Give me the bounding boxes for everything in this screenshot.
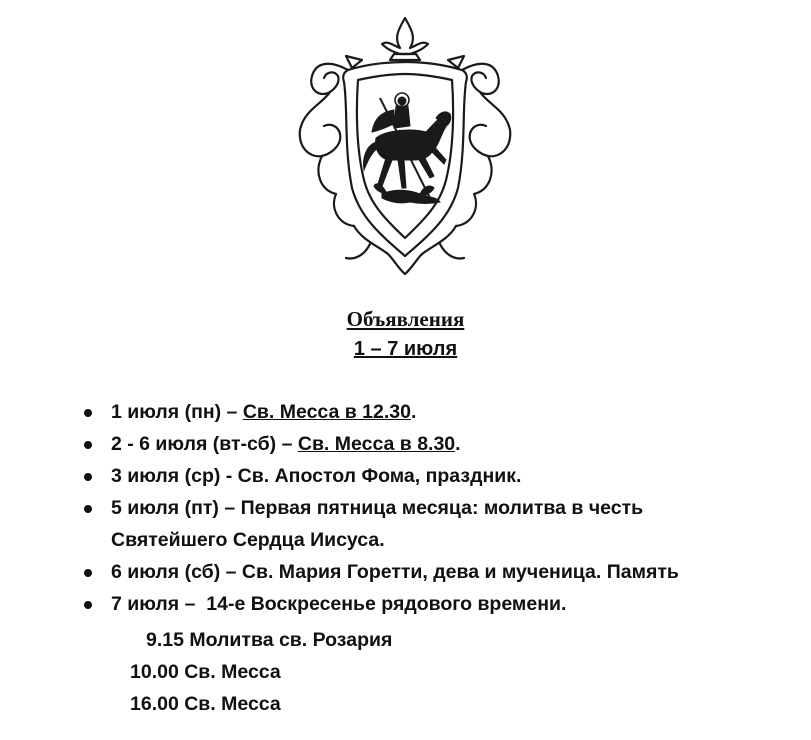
item-text: 7 июля – 14-е Воскресенье рядового времени. [111, 593, 567, 615]
item-suffix: . [455, 433, 461, 455]
announcement-list [84, 396, 784, 620]
item-text-line1: 5 июля (пт) – Первая пятница месяца: молитва в честь [111, 497, 644, 519]
list-item [84, 556, 784, 588]
schedule-mass-1000: 10.00 Св. Месса [130, 661, 281, 683]
list-item [84, 460, 784, 492]
list-item [84, 492, 784, 556]
date-range: 1 – 7 июля [353, 338, 458, 360]
item-prefix: 2 - 6 июля (вт-сб) – [111, 433, 298, 455]
bullet-icon [84, 473, 92, 481]
list-item [84, 428, 784, 460]
item-text: 6 июля (сб) – Св. Мария Горетти, дева и мученица. Память [111, 561, 679, 583]
item-suffix: . [410, 401, 417, 423]
page-title: Объявления [346, 307, 465, 331]
bullet-icon [84, 409, 92, 417]
bullet-icon [84, 569, 92, 577]
item-text-line2: Святейшего Сердца Иисуса. [111, 529, 385, 551]
mass-time-link: Св. Месса в 12.30 [242, 401, 411, 423]
bullet-icon [84, 441, 92, 449]
item-text: 3 июля (ср) - Св. Апостол Фома, праздник. [111, 465, 522, 487]
schedule-mass-1600: 16.00 Св. Месса [130, 693, 281, 715]
item-prefix: 1 июля (пн) – [111, 401, 243, 423]
list-item [84, 396, 784, 428]
mass-time-link: Св. Месса в 8.30 [297, 433, 456, 455]
list-item [84, 588, 784, 620]
bullet-icon [84, 601, 92, 609]
schedule-rosary: 9.15 Молитва св. Розария [146, 629, 393, 651]
bullet-icon [84, 505, 92, 513]
coat-of-arms-st-george-icon [290, 8, 520, 280]
